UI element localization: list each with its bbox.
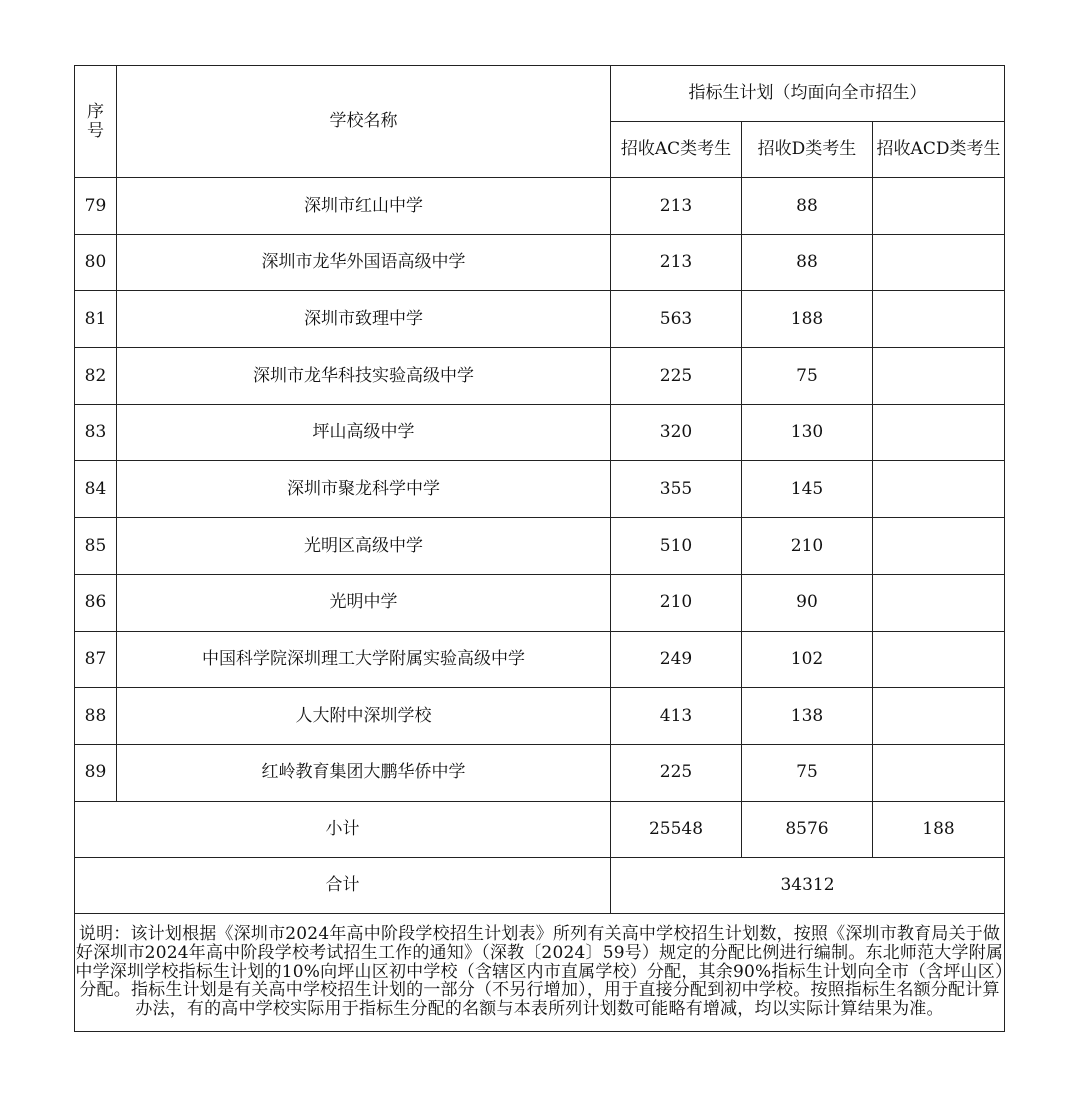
- cell-d: 145: [742, 461, 873, 518]
- cell-seq: 87: [75, 631, 117, 688]
- table-row: [75, 404, 1005, 461]
- cell-ac: 510: [611, 518, 742, 575]
- table-row: [75, 178, 1005, 235]
- cell-d: 88: [742, 234, 873, 291]
- cell-ac: 249: [611, 631, 742, 688]
- cell-ac: 210: [611, 574, 742, 631]
- cell-d: 130: [742, 404, 873, 461]
- cell-d: 88: [742, 178, 873, 235]
- cell-ac: 413: [611, 688, 742, 745]
- cell-ac: 225: [611, 744, 742, 801]
- table-row: [75, 348, 1005, 405]
- cell-d: 75: [742, 744, 873, 801]
- cell-acd: [873, 461, 1005, 518]
- cell-school-name: 深圳市致理中学: [117, 291, 611, 348]
- cell-acd: [873, 631, 1005, 688]
- cell-seq: 89: [75, 744, 117, 801]
- cell-d: 138: [742, 688, 873, 745]
- cell-seq: 83: [75, 404, 117, 461]
- table-row: [75, 518, 1005, 575]
- quota-plan-table: [74, 65, 1005, 1032]
- cell-d: 75: [742, 348, 873, 405]
- subtotal-label: 小计: [75, 801, 611, 857]
- cell-school-name: 光明中学: [117, 574, 611, 631]
- subtotal-acd: 188: [873, 801, 1005, 857]
- cell-seq: 84: [75, 461, 117, 518]
- cell-seq: 85: [75, 518, 117, 575]
- cell-seq: 82: [75, 348, 117, 405]
- total-value: 34312: [611, 857, 1005, 913]
- table-row: [75, 631, 1005, 688]
- table-row: [75, 688, 1005, 745]
- cell-school-name: 红岭教育集团大鹏华侨中学: [117, 744, 611, 801]
- cell-ac: 320: [611, 404, 742, 461]
- cell-d: 188: [742, 291, 873, 348]
- explanation-note: 说明：该计划根据《深圳市2024年高中阶段学校招生计划表》所列有关高中学校招生计划数，按照《深圳市教育局关于做好深圳市2024年高中阶段学校考试招生工作的通知》（深教〔2024〕59号）规定的分配比例进行编制。东北师范大学附属中学深圳学校指标生计划的10%向坪山区初中学校（含辖区内市直属学校）分配，其余90%指标生计划向全市（含坪山区）分配。指标生计划是有关高中学校招生计划的一部分（不另行增加），用于直接分配到初中学校。按照指标生名额分配计算办法，有的高中学校实际用于指标生分配的名额与本表所列计划数可能略有增减，均以实际计算结果为准。: [75, 913, 1005, 1031]
- cell-acd: [873, 348, 1005, 405]
- cell-ac: 225: [611, 348, 742, 405]
- cell-acd: [873, 178, 1005, 235]
- subtotal-ac: 25548: [611, 801, 742, 857]
- cell-acd: [873, 688, 1005, 745]
- cell-school-name: 坪山高级中学: [117, 404, 611, 461]
- cell-acd: [873, 574, 1005, 631]
- cell-school-name: 深圳市龙华外国语高级中学: [117, 234, 611, 291]
- header-seq: [75, 66, 117, 178]
- total-row: [75, 857, 1005, 913]
- header-seq-line2: 号: [87, 120, 104, 141]
- header-col-d: 招收D类考生: [742, 122, 873, 178]
- cell-ac: 213: [611, 234, 742, 291]
- note-row: [75, 913, 1005, 1031]
- cell-school-name: 深圳市龙华科技实验高级中学: [117, 348, 611, 405]
- cell-school-name: 光明区高级中学: [117, 518, 611, 575]
- table-row: [75, 291, 1005, 348]
- cell-acd: [873, 744, 1005, 801]
- cell-seq: 86: [75, 574, 117, 631]
- header-group-title: 指标生计划（均面向全市招生）: [611, 66, 1005, 122]
- cell-seq: 79: [75, 178, 117, 235]
- cell-ac: 355: [611, 461, 742, 518]
- cell-acd: [873, 291, 1005, 348]
- cell-school-name: 深圳市红山中学: [117, 178, 611, 235]
- cell-school-name: 人大附中深圳学校: [117, 688, 611, 745]
- header-school-name: 学校名称: [117, 66, 611, 178]
- cell-acd: [873, 234, 1005, 291]
- cell-seq: 88: [75, 688, 117, 745]
- table-row: [75, 234, 1005, 291]
- cell-acd: [873, 404, 1005, 461]
- cell-school-name: 深圳市聚龙科学中学: [117, 461, 611, 518]
- table-row: [75, 574, 1005, 631]
- cell-seq: 81: [75, 291, 117, 348]
- total-label: 合计: [75, 857, 611, 913]
- subtotal-d: 8576: [742, 801, 873, 857]
- cell-d: 90: [742, 574, 873, 631]
- cell-school-name: 中国科学院深圳理工大学附属实验高级中学: [117, 631, 611, 688]
- cell-acd: [873, 518, 1005, 575]
- header-row-top: [75, 66, 1005, 122]
- header-col-acd: 招收ACD类考生: [873, 122, 1005, 178]
- header-seq-line1: 序: [87, 101, 104, 122]
- cell-ac: 213: [611, 178, 742, 235]
- cell-d: 102: [742, 631, 873, 688]
- cell-seq: 80: [75, 234, 117, 291]
- table-row: [75, 461, 1005, 518]
- cell-d: 210: [742, 518, 873, 575]
- cell-ac: 563: [611, 291, 742, 348]
- subtotal-row: [75, 801, 1005, 857]
- table-row: [75, 744, 1005, 801]
- header-col-ac: 招收AC类考生: [611, 122, 742, 178]
